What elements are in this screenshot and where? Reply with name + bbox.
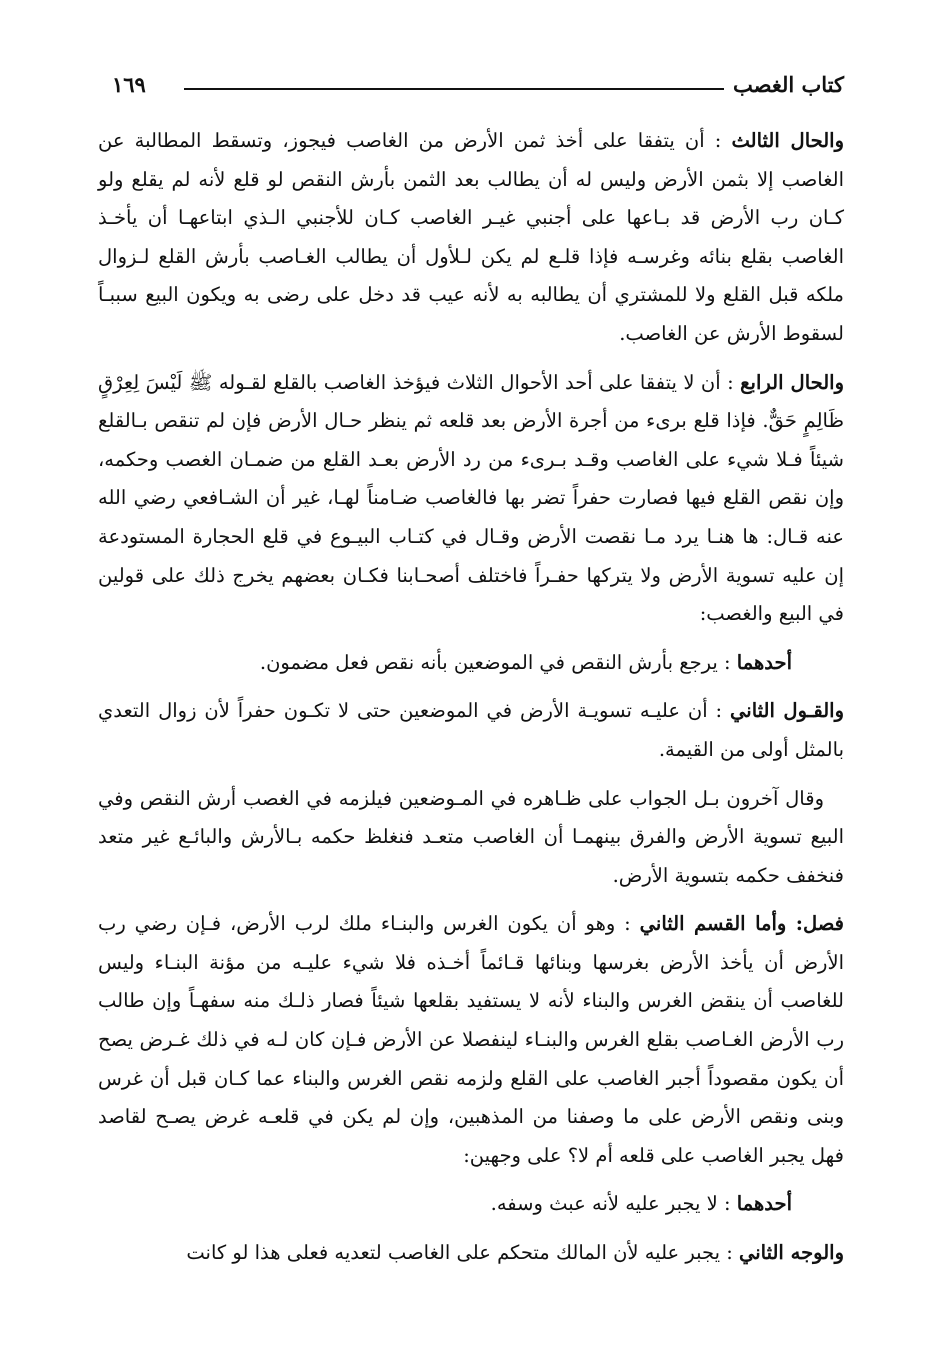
paragraph-second-aspect xyxy=(98,1234,844,1273)
paragraph-text: : يرجع بأرش النقص في الموضعين بأنه نقص فعل مضمون. xyxy=(259,650,731,674)
running-header xyxy=(98,68,844,108)
paragraph-first-aspect xyxy=(98,1185,844,1224)
paragraph-second-opinion xyxy=(98,692,844,769)
paragraph-text: : أن يتفقا على أخذ ثمن الأرض من الغاصب فيجوز، وتسقط المطالبة عن الغاصب إلا بثمن الأرض وليس له أن يطالب بعد الثمن بأرش النقص لو قلع لأنه لم يقلع ولو كـان رب الأرض قد بـاعها على أجنبي غيـر الغاصب كـان للأجنبي الـذي ابتاعهـا أن يأخـذ الغاصب بقلع بنائه وغرسـه فإذا قلـع لم يكن لـلأول أن يطالب الغـاصب بأرش القلع لـزوال ملكه قبل القلع ولا للمشتري أن يطالبه به لأنه عيب قد دخل على رضى به ويكون البيع سببـاً لسقوط الأرش عن الغاصب. xyxy=(98,129,844,345)
paragraph-lead: والحال الرابع xyxy=(740,370,844,394)
paragraph-first-opinion xyxy=(98,644,844,683)
paragraph-fourth-case xyxy=(98,364,844,634)
paragraph-text: : يجبر عليه لأن المالك متحكم على الغاصب لتعديه فعلى هذا لو كانت xyxy=(186,1241,733,1265)
paragraph-text: : وهو أن يكون الغرس والبنـاء ملك لرب الأرض، فـإن رضي رب الأرض أن يأخذ الأرض بغرسها وبنائها قـائماً أخـذه فلا شيء عليـه من مؤنة البنـاء وليس للغاصب أن ينقض الغرس والبناء لأنه لا يستفيد بقلعها شيئاً فصار ذلـك منه سفهـاً وإن طالب رب الأرض الغـاصب بقلع الغرس والبنـاء لينفصلا عن الأرض فـإن كان لـه في ذلك غـرض يصح أن يكون مقصوداً أجبر الغاصب على القلع ولزمه نقص الغرس والبناء عما كـان قبل أن غرس وبنى ونقص الأرض على ما وصفنا من المذهبين، وإن لم يكن في قلعـه غرض يصـح لقاصد فهل يجبر الغاصب على قلعه أم لا؟ على وجهين: xyxy=(98,912,844,1167)
paragraph-lead: أحدهما xyxy=(736,1192,792,1216)
paragraph-others-view xyxy=(98,780,844,896)
page-body xyxy=(98,122,844,1273)
page-number: ١٦٩ xyxy=(112,72,146,97)
paragraph-text: : أن عليـه تسويـة الأرض في الموضعين حتى لا تكـون حفراً لأن زوال التعدي بالمثل أولى من القيمة. xyxy=(98,699,844,761)
paragraph-lead: والوجه الثاني xyxy=(738,1241,844,1265)
paragraph-lead: والقـول الثاني xyxy=(730,699,844,723)
paragraph-text: : أن لا يتفقا على أحد الأحوال الثلاث فيؤخذ الغاصب بالقلع لقـوله ﷺ لَيْسَ لِعِرْقٍ ظَالِمٍ حَقٌّ. فإذا قلع برىء من أجرة الأرض بعد قلعه ثم ينظر حـال الأرض فإن لم تنقص بـالقلع شيئاً فـلا شيء على الغاصب وقـد بـرىء من رد الأرض بعـد القلع من ضمـان الغصب وحكمه، وإن نقص القلع فيها فصارت حفراً تضر بها فالغاصب ضـامناً لهـا، غير أن الشـافعي رضي الله عنه قـال: ها هنـا يرد مـا نقصت الأرض وقـال في كتـاب البيـوع في قلع الحجارة المستودعة إن عليه تسوية الأرض ولا يتركها حفـراً فاختلف أصحـابنا فكـان بعضهم يخرج ذلك على قولين في البيع والغصب: xyxy=(98,370,844,626)
header-rule xyxy=(184,88,724,90)
paragraph-third-case xyxy=(98,122,844,354)
paragraph-text: وقال آخرون بـل الجواب على ظـاهره في المـوضعين فيلزمه في الغصب أرش النقص وفي البيع تسوية الأرض والفرق بينهمـا أن الغاصب متعـد فنغلظ حكمه بـالأرش والبائـع غير متعد فنخفف حكمه بتسوية الأرض. xyxy=(98,786,844,887)
paragraph-lead: أحدهما xyxy=(736,650,792,674)
paragraph-lead: فصل: وأما القسم الثاني xyxy=(639,912,844,936)
paragraph-text: : لا يجبر عليه لأنه عبث وسفه. xyxy=(490,1192,731,1216)
paragraph-second-section xyxy=(98,905,844,1175)
chapter-title: كتاب الغصب xyxy=(732,72,844,97)
paragraph-lead: والحال الثالث xyxy=(731,129,844,152)
